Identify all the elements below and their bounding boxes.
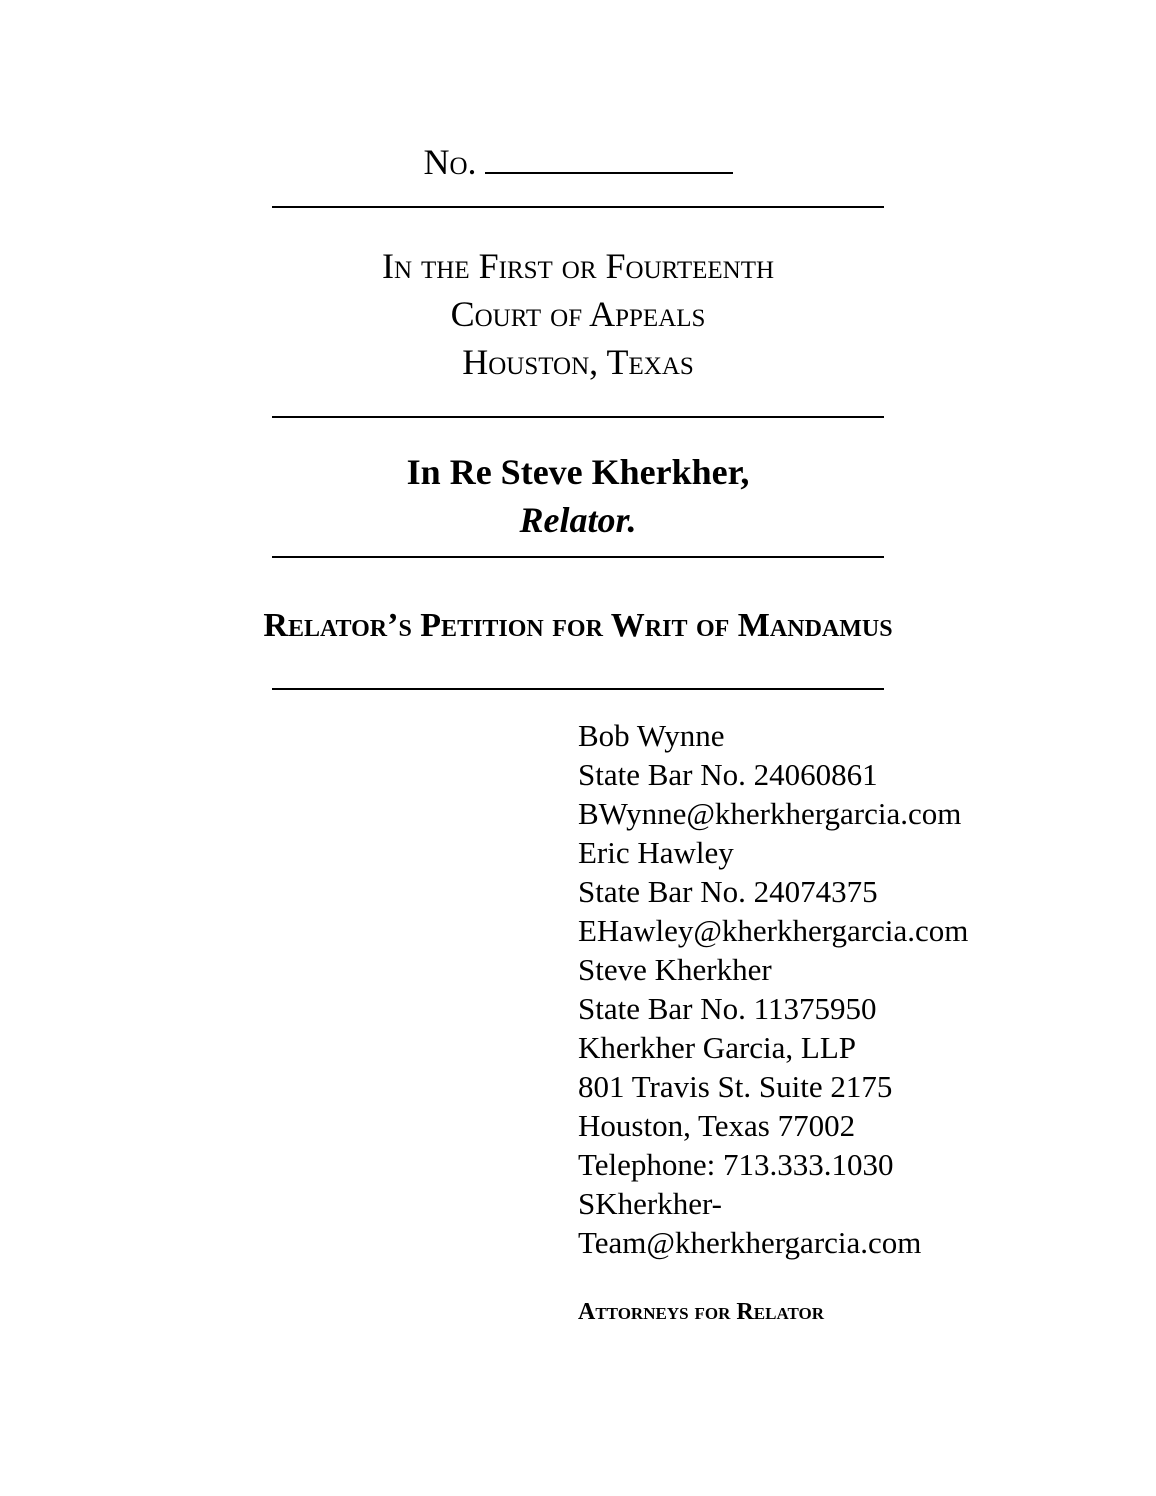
case-number-blank <box>485 138 733 174</box>
document-title: Relator’s Petition for Writ of Mandamus <box>263 607 893 644</box>
counsel-email: Team@kherkhergarcia.com <box>578 1225 922 1260</box>
counsel-email: EHawley@kherkhergarcia.com <box>578 913 969 948</box>
counsel-block <box>578 716 1138 1262</box>
court-line: In the First or Fourteenth <box>381 246 775 286</box>
divider-rule <box>272 206 884 208</box>
counsel-line: Kherkher Garcia, LLP <box>578 1030 857 1065</box>
counsel-email: BWynne@kherkhergarcia.com <box>578 796 962 831</box>
counsel-line: State Bar No. 24060861 <box>578 757 878 792</box>
party-role: Relator. <box>519 500 637 540</box>
divider-rule <box>272 688 884 690</box>
counsel-line: 801 Travis St. Suite 2175 <box>578 1069 893 1104</box>
counsel-line: Eric Hawley <box>578 835 734 870</box>
court-heading <box>0 242 1156 386</box>
counsel-line: Houston, Texas 77002 <box>578 1108 856 1143</box>
divider-rule <box>272 416 884 418</box>
attorneys-label: Attorneys for Relator <box>578 1299 824 1325</box>
counsel-line: Telephone: 713.333.1030 <box>578 1147 894 1182</box>
counsel-line: Steve Kherkher <box>578 952 772 987</box>
court-line: Court of Appeals <box>450 294 706 334</box>
court-line: Houston, Texas <box>462 342 694 382</box>
counsel-email: SKherkher- <box>578 1186 722 1221</box>
party-caption <box>0 448 1156 544</box>
counsel-line: State Bar No. 24074375 <box>578 874 878 909</box>
case-number-label: No. <box>423 142 477 182</box>
party-name: In Re Steve Kherkher, <box>406 452 750 492</box>
counsel-line: State Bar No. 11375950 <box>578 991 877 1026</box>
divider-rule <box>272 556 884 558</box>
counsel-line: Bob Wynne <box>578 718 725 753</box>
case-number <box>0 138 1156 186</box>
